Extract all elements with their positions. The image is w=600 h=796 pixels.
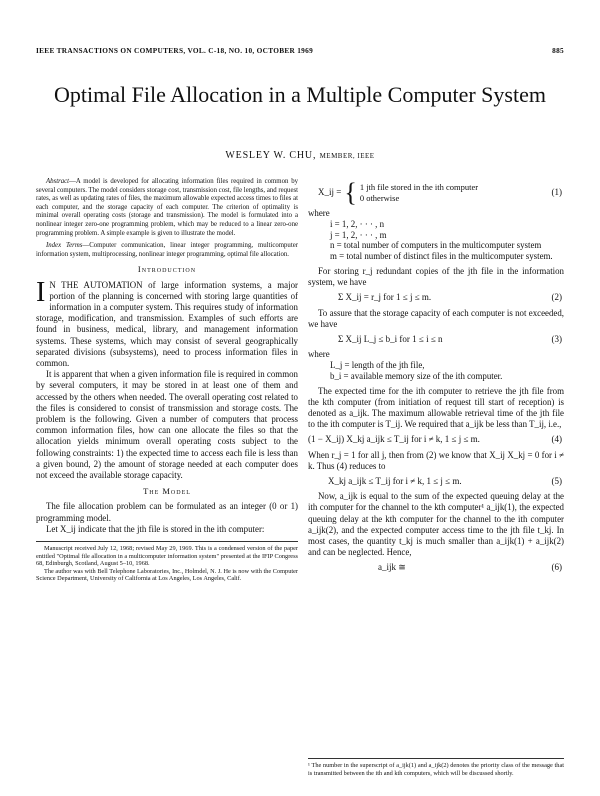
- def-b: b_i = available memory size of the ith computer.: [330, 370, 503, 381]
- where-label-2: where: [308, 349, 330, 360]
- intro-paragraph-1-text: N THE AUTOMATION of large information systems, a major portion of the planning is concerned with storing large quantities of information in a computer system. This requires study of information storage, modification, and transmission. Examples of such efforts are found in business, medical, library, and management information systems. These systems, which may consist of several geographically separated divisions (subsystems), need to process information files in common.: [36, 279, 298, 368]
- page-number: 885: [552, 46, 564, 55]
- eq5-number: (5): [551, 476, 562, 487]
- section-heading-model: The Model: [143, 486, 191, 497]
- section-heading-introduction: Introduction: [137, 264, 197, 275]
- running-header: [36, 46, 564, 55]
- paragraph-retrieval-time: The expected time for the ith computer to retrieve the jth file from the kth computer (from initiation of request till start of reception) is denoted as a_ijk. The maximum allowable retrieval time of the jth file to the ith computer is T_ij. We required that a_ijk be less than T_ij, i.e.,: [308, 385, 564, 430]
- equation-2: [318, 292, 564, 303]
- abstract-label: Abstract: [46, 178, 70, 185]
- author-name: WESLEY W. CHU,: [225, 150, 317, 161]
- journal-name: IEEE TRANSACTIONS ON COMPUTERS, VOL. C-18, NO. 10, OCTOBER 1969: [36, 46, 314, 55]
- eq4-number: (4): [551, 434, 562, 445]
- def-L: L_j = length of the jth file,: [330, 360, 425, 370]
- eq3-number: (3): [551, 334, 562, 344]
- eq1-case-1: 1 jth file stored in the ith computer: [359, 182, 479, 192]
- eq2-body: Σ X_ij = r_j for 1 ≤ j ≤ m.: [338, 292, 432, 303]
- paper-title: Optimal File Allocation in a Multiple Computer System: [54, 82, 546, 107]
- eq1-lhs: X_ij =: [318, 187, 342, 198]
- abstract: [36, 178, 298, 238]
- paragraph-capacity: To assure that the storage capacity of each computer is not exceeded, we have: [308, 307, 564, 329]
- eq4-body: (1 − X_ij) X_kj a_ijk ≤ T_ij for i ≠ k, 1 ≤ j ≤ m.: [308, 434, 480, 445]
- model-paragraph-2: Let X_ij indicate that the jth file is stored in the ith computer:: [46, 523, 265, 534]
- eq6-body: a_ijk ≅: [378, 562, 406, 573]
- eq1-case-0: 0 otherwise: [359, 193, 400, 203]
- intro-paragraph-1: [36, 276, 298, 370]
- eq1-number: (1): [551, 187, 562, 198]
- equation-3: [318, 334, 564, 345]
- index-terms-label: Index Terms: [46, 242, 83, 250]
- index-terms: [36, 242, 298, 259]
- where-block-1: [308, 208, 564, 262]
- equation-4: [308, 434, 564, 445]
- equation-1: [318, 178, 564, 207]
- abstract-text: —A model is developed for allocating information files required in common by several computers. The model considers storage cost, transmission cost, file lengths, and request rates, as well as updating rates of files, the maximum allowable expected access times to files at each computer, and the storage capacity of each computer. The criterion of optimality is minimal overall operating costs (storage and transmission). The model is formulated into a nonlinear integer zero-one programming problem, which may be reduced to a linear zero-one programming problem. A simple example is given to illustrate the model.: [36, 178, 298, 237]
- eq6-number: (6): [551, 562, 562, 573]
- footnote-affiliation: The author was with Bell Telephone Laboratories, Inc., Holmdel, N. J. He is now with the Computer Science Department, University of California at Los Angeles, Los Angeles, Calif.: [36, 567, 298, 583]
- def-i: i = 1, 2, · · · , n: [330, 218, 385, 229]
- def-n: n = total number of computers in the multicomputer system: [330, 240, 542, 251]
- index-terms-text: —Computer communication, linear integer programming, multicomputer information system, multiprocessing, nonlinear integer programming, optimal file allocation.: [36, 242, 298, 258]
- right-column: [308, 178, 564, 578]
- eq5-body: X_kj a_ijk ≤ T_ij for i ≠ k, 1 ≤ j ≤ m.: [328, 476, 462, 487]
- eq2-number: (2): [551, 292, 562, 303]
- footnote-left: [36, 541, 298, 583]
- author-role: MEMBER, IEEE: [319, 152, 375, 160]
- brace-glyph: {: [344, 178, 357, 207]
- paragraph-now: Now, a_ijk is equal to the sum of the expected queuing delay at the ith computer for the channel to the kth computer¹ a_ijk(1), the expected queuing delay at the kth computer for the channel to the ith computer a_ijk(2), and the expected computer access time to the jth file t_kj. In most cases, the quantity t_kj is much smaller than a_ijk(1) + a_ijk(2) and can be neglected. Hence,: [308, 491, 564, 558]
- footnote-manuscript: Manuscript received July 12, 1968; revised May 29, 1969. This is a condensed version of the paper entitled "Optimal file allocation in a multicomputer information system" presented at the IFIP Congress 68, Edinburgh, Scotland, August 5–10, 1968.: [36, 545, 298, 568]
- left-column: [36, 178, 298, 583]
- where-label: where: [308, 208, 330, 218]
- paragraph-when: When r_j = 1 for all j, then from (2) we know that X_ij X_kj = 0 for i ≠ k. Thus (4) reduces to: [308, 449, 564, 471]
- paragraph-redundant: For storing r_j redundant copies of the jth file in the information system, we have: [308, 265, 564, 288]
- footnote-right: ¹ The number in the superscript of a_ijk(1) and a_ijk(2) denotes the priority class of the message that is transmitted between the ith and kth computers, which will be discussed shortly.: [308, 758, 564, 777]
- eq3-body: Σ X_ij L_j ≤ b_i for 1 ≤ i ≤ n: [338, 334, 443, 344]
- equation-5: [318, 476, 564, 487]
- intro-paragraph-2: It is apparent that when a given information file is required in common by several computers, it may be stored in at least one of them and accessed by the others when needed. The overall operating cost related to the files is considered to consist of transmission and storage costs. The problem is the following. Given a number of computers that process common information files, how can one allocate the files so that the allocation yields minimum overall operating costs subject to the following constraints: 1) the expected time to access each file is less than a given bound, 2) the amount of storage needed at each computer does not exceed the available storage capacity.: [36, 369, 298, 480]
- equation-6: [318, 562, 564, 573]
- model-paragraph-1: The file allocation problem can be formulated as an integer (0 or 1) programming model.: [36, 501, 298, 523]
- def-m: m = total number of distinct files in the multicomputer system.: [330, 251, 553, 262]
- drop-cap: I: [36, 276, 46, 308]
- author-line: [0, 150, 600, 161]
- def-j: j = 1, 2, · · · , m: [330, 229, 387, 240]
- where-block-2: [308, 349, 564, 381]
